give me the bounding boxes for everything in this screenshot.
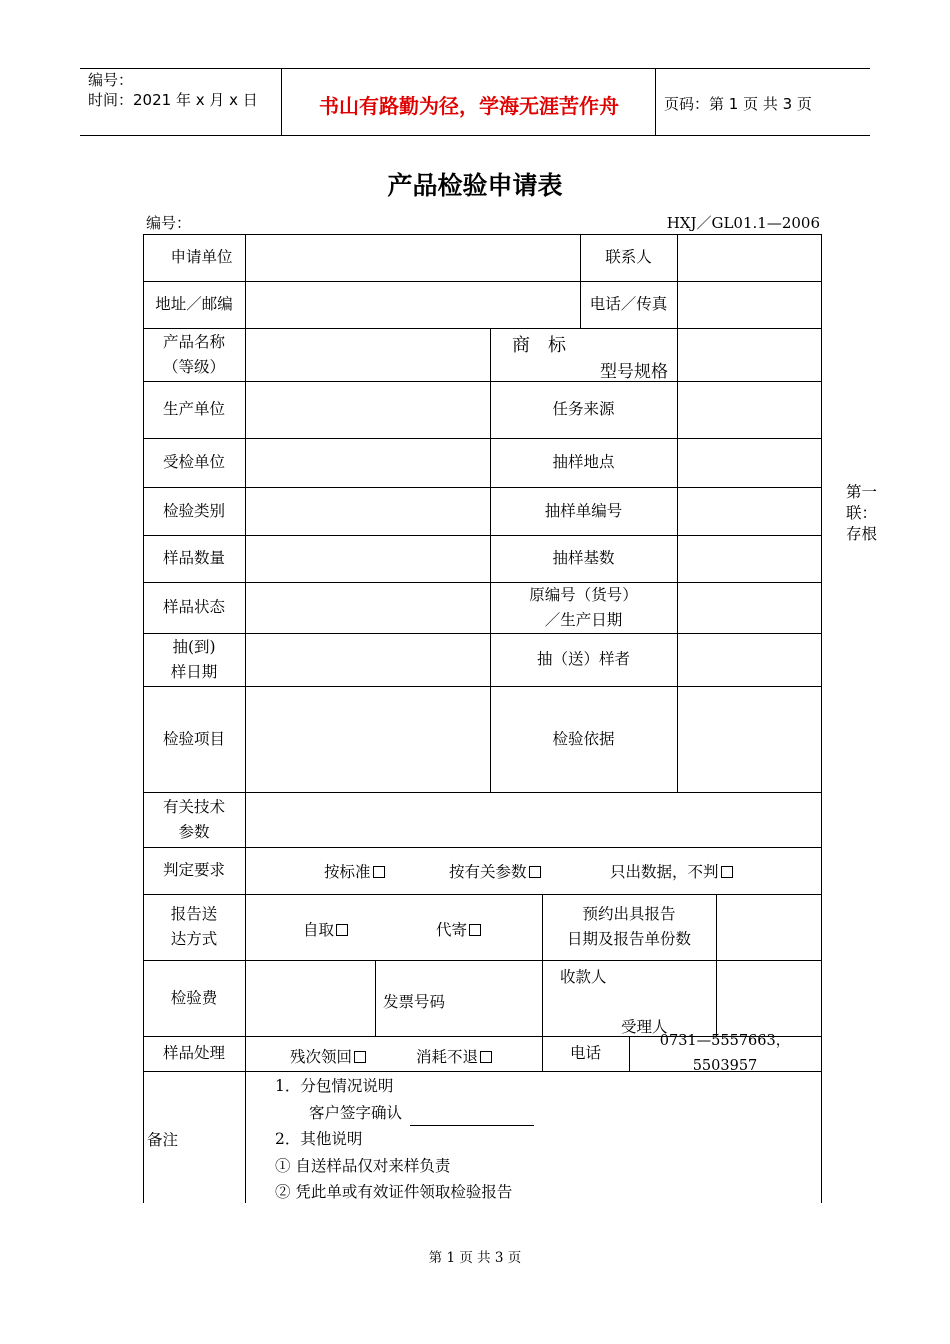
note-other: 2．其他说明	[275, 1130, 363, 1148]
label-sample-state: 样品状态	[162, 598, 225, 616]
header-top-border	[80, 68, 870, 69]
header-number-label: 编号：	[88, 71, 134, 89]
label-report-date-line1: 预约出具报告	[582, 905, 676, 923]
table-rule	[821, 234, 822, 1203]
phone-fax-field[interactable]	[678, 282, 821, 328]
table-rule	[375, 960, 376, 1036]
label-trademark: 商 标	[512, 335, 566, 356]
header-bottom-border	[80, 135, 870, 136]
contact-field[interactable]	[678, 235, 821, 281]
label-address: 地址／邮编	[155, 295, 233, 313]
sampling-date-field[interactable]	[246, 634, 490, 686]
option-by-standard[interactable]	[324, 860, 385, 882]
label-handler: 受理人	[621, 1018, 668, 1036]
sampling-base-field[interactable]	[678, 536, 821, 582]
note-subcontract: 1．分包情况说明	[275, 1077, 394, 1095]
option-return-defect-label: 残次领回	[290, 1048, 353, 1066]
product-name-field[interactable]	[246, 329, 490, 381]
label-product-name	[143, 328, 245, 381]
label-tech-params	[143, 792, 245, 847]
label-report-date	[542, 894, 716, 960]
note-item-1: ① 自送样品仅对来样负责	[275, 1156, 451, 1175]
sample-state-field[interactable]	[246, 583, 490, 633]
label-inspection-type: 检验类别	[162, 501, 225, 520]
label-payee: 收款人	[560, 968, 607, 986]
checkbox-icon[interactable]	[480, 1051, 492, 1063]
option-self-pickup[interactable]	[303, 918, 348, 940]
label-orig-no-line1: 原编号（货号）	[529, 585, 638, 604]
label-tech-params-line1: 有关技术	[162, 797, 225, 816]
checkbox-icon[interactable]	[469, 924, 481, 936]
header-motto: 书山有路勤为径，学海无涯苦作舟	[319, 94, 619, 118]
header-meta	[88, 70, 258, 110]
label-phone: 电话	[569, 1044, 601, 1062]
orig-no-field[interactable]	[678, 583, 821, 633]
model-spec-field[interactable]	[678, 329, 821, 381]
header-page-info: 页码：第 1 页 共 3 页	[664, 95, 812, 113]
label-sampling-base: 抽样基数	[552, 549, 615, 567]
checkbox-icon[interactable]	[336, 924, 348, 936]
fee-field[interactable]	[246, 961, 375, 1036]
inspection-basis-field[interactable]	[678, 687, 821, 792]
label-inspected-unit: 受检单位	[162, 453, 225, 471]
sampling-no-field[interactable]	[678, 488, 821, 535]
page-title: 产品检验申请表	[387, 171, 563, 200]
option-return-defect[interactable]	[290, 1045, 366, 1067]
label-invoice-no: 发票号码	[383, 993, 446, 1011]
label-product-name-line2: （等级）	[162, 357, 225, 376]
label-sample-qty: 样品数量	[162, 549, 225, 567]
option-by-params-label: 按有关参数	[449, 863, 527, 881]
producer-field[interactable]	[246, 382, 490, 438]
label-sampling-date	[143, 633, 245, 686]
inspected-unit-field[interactable]	[246, 439, 490, 487]
label-task-source: 任务来源	[552, 400, 615, 418]
label-sampling-date-line2: 样日期	[170, 662, 218, 681]
option-self-pickup-label: 自取	[303, 921, 335, 939]
label-remarks: 备注	[147, 1131, 179, 1149]
label-fee: 检验费	[170, 988, 218, 1007]
tech-params-field[interactable]	[246, 793, 821, 847]
checkbox-icon[interactable]	[373, 866, 385, 878]
side-note-copy: 第一联：存根	[846, 483, 878, 543]
inspection-items-field[interactable]	[246, 687, 490, 792]
label-producer: 生产单位	[162, 400, 225, 418]
option-data-only[interactable]	[610, 860, 733, 882]
checkbox-icon[interactable]	[529, 866, 541, 878]
header-time-label: 时间：2021 年 x 月 x 日	[88, 91, 258, 109]
option-mail-label: 代寄	[436, 921, 468, 939]
remarks-notes	[275, 1073, 534, 1206]
label-sampling-date-line1: 抽(到)	[172, 637, 216, 656]
doc-code-label: 编号：	[146, 214, 192, 232]
label-sampling-no: 抽样单编号	[544, 501, 623, 520]
customer-signature-field[interactable]	[410, 1109, 534, 1126]
label-phone-fax: 电话／传真	[589, 295, 668, 313]
payee-field[interactable]	[717, 961, 821, 1036]
label-sampling-place: 抽样地点	[552, 453, 615, 471]
option-data-only-label: 只出数据，不判	[610, 863, 719, 881]
sampling-place-field[interactable]	[678, 439, 821, 487]
address-field[interactable]	[246, 282, 580, 328]
option-mail[interactable]	[436, 918, 481, 940]
label-sample-disposal: 样品处理	[162, 1044, 225, 1062]
label-orig-no-line2: ／生产日期	[544, 610, 623, 629]
checkbox-icon[interactable]	[354, 1051, 366, 1063]
checkbox-icon[interactable]	[721, 866, 733, 878]
label-report-delivery-line1: 报告送	[170, 905, 218, 923]
label-applicant-unit: 申请单位	[170, 248, 233, 266]
label-orig-no	[490, 582, 677, 633]
sample-qty-field[interactable]	[246, 536, 490, 582]
sampler-field[interactable]	[678, 634, 821, 686]
label-report-delivery	[143, 894, 245, 960]
label-sampler: 抽（送）样者	[536, 650, 630, 668]
task-source-field[interactable]	[678, 382, 821, 438]
label-judgement: 判定要求	[162, 861, 225, 879]
option-by-params[interactable]	[449, 860, 541, 882]
label-report-date-line2: 日期及报告单份数	[566, 930, 691, 948]
inspection-type-field[interactable]	[246, 488, 490, 535]
page-footer: 第 1 页 共 3 页	[428, 1250, 522, 1266]
note-signature-row	[275, 1100, 534, 1127]
label-tech-params-line2: 参数	[178, 822, 210, 841]
label-inspection-basis: 检验依据	[552, 729, 615, 748]
option-consumed-label: 消耗不退	[416, 1048, 479, 1066]
label-report-delivery-line2: 达方式	[170, 930, 218, 948]
label-inspection-items: 检验项目	[162, 729, 225, 748]
label-contact: 联系人	[605, 248, 652, 266]
phone-numbers: 0731—5557663，5503957	[659, 1032, 791, 1074]
label-product-name-line1: 产品名称	[162, 332, 225, 351]
option-consumed[interactable]	[416, 1045, 492, 1067]
option-by-standard-label: 按标准	[324, 863, 371, 881]
note-signature-label: 客户签字确认	[309, 1103, 403, 1122]
report-date-field[interactable]	[717, 895, 821, 960]
label-model-spec: 型号规格	[600, 362, 668, 382]
doc-code-value: HXJ／GL01.1—2006	[666, 214, 820, 232]
note-item-2: ② 凭此单或有效证件领取检验报告	[275, 1183, 513, 1201]
applicant-unit-field[interactable]	[246, 235, 580, 281]
